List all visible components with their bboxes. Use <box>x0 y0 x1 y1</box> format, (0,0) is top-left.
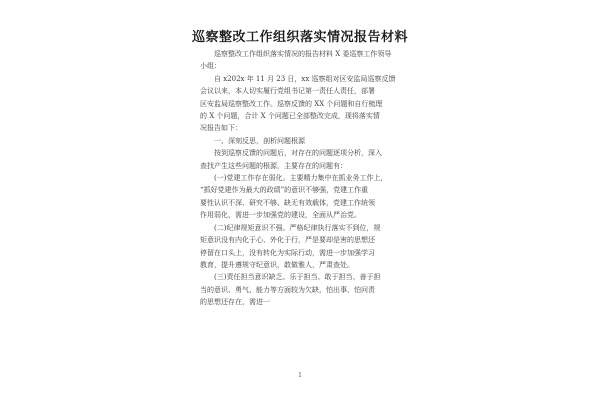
text-line: 区安监局巡察整改工作。巡察反馈的 XX 个问题和自行梳理 <box>200 99 383 108</box>
text-line: 教育，提升遵规守纪意识，敢做雅人，严肃查处。 <box>200 260 354 269</box>
text-line: 作用弱化，需进一步加强党的建设，全面从严治党。 <box>200 211 361 220</box>
text-line: (三)责任担当意识缺乏。乐于担当、敢于担当、善于担 <box>214 273 381 282</box>
text-line: 当的意识、勇气、能力等方面较为欠缺，怕出事、怕问责 <box>200 285 375 294</box>
text-line: 况报告如下： <box>200 124 242 133</box>
text-line: 自 x202x 年 11 月 23 日，xx 巡察组对区安监局巡察反馈 <box>214 74 396 83</box>
document-body <box>200 48 412 309</box>
text-line: 的 X 个问题，合计 X 个问题已全部整改完成，现将落实情 <box>200 112 380 121</box>
text-line: 小组： <box>200 62 221 71</box>
text-line: 按到巡察反馈的问题后，对存在的问题逐项分析，深入 <box>214 149 382 158</box>
text-line: (二)纪律规矩意识不强。严格纪律执行落实不到位，规 <box>214 223 381 232</box>
text-line: (一)党建工作存在弱化。主要精力集中在抓业务工作上， <box>214 174 388 183</box>
text-line: 的思想还存在，需进一 <box>200 298 270 307</box>
page-number: 1 <box>298 372 302 379</box>
text-line: 巡察整改工作组织落实情况的报告材料 X 委巡察工作领导 <box>214 50 392 58</box>
text-line: 查找产生这些问题的根源，主要存在的问题有： <box>200 161 347 170</box>
text-line: “抓好党建作为最大的政绩”的意识不够强，党建工作重 <box>200 186 369 195</box>
text-line: 要性认识不深、研究不够、缺无有效载体，党建工作统领 <box>200 198 375 207</box>
text-line: 会议以来，本人切实履行党组书记第一责任人责任，部署 <box>200 87 375 96</box>
document-title: 巡察整改工作组织落实情况报告材料 <box>191 30 408 45</box>
text-line: 停留在口头上，没有转化为实际行动，需进一步加强学习 <box>200 248 375 257</box>
section-heading: 一、深刻反思，剖析问题根源 <box>214 136 305 145</box>
text-line: 矩意识没有内化于心、外化于行，严是要却是害的思想还 <box>200 236 375 245</box>
